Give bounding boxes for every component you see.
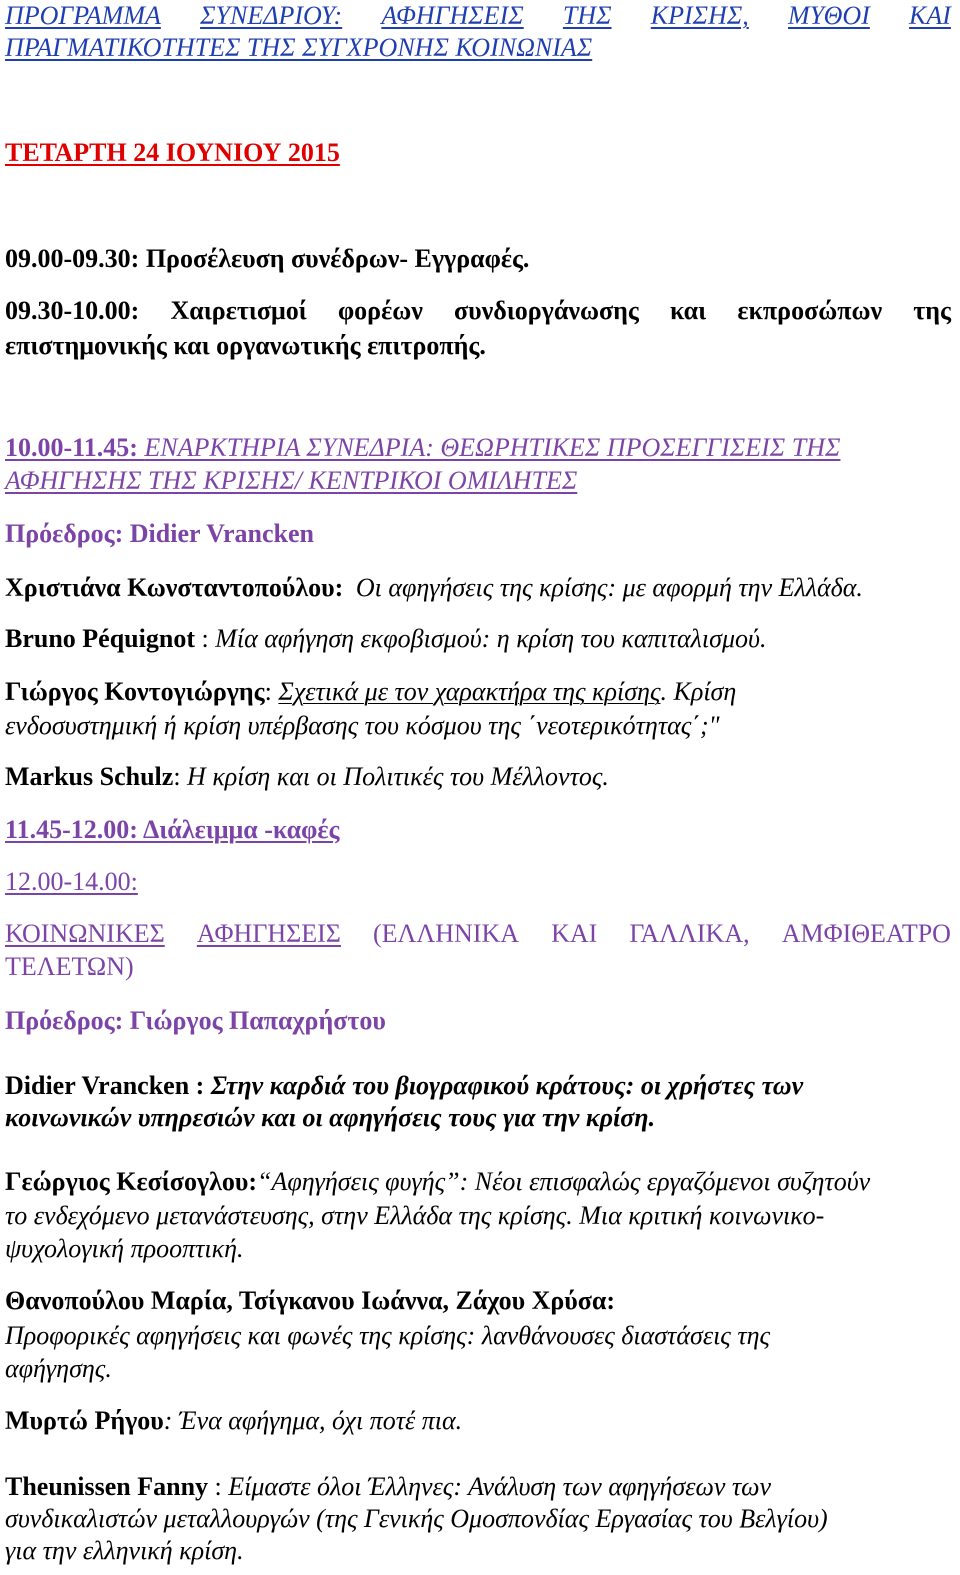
session1-talk-line2: ενδοσυστημική ή κρίση υπέρβασης του κόσμου της ΄νεοτερικότητας΄;" [5,711,720,740]
talk-speaker: Didier Vrancken : [5,1071,211,1100]
talk-speaker: Γιώργος Κοντογιώργης [5,677,265,706]
talk-title: Σχετικά με τον χαρακτήρα της κρίσης [278,677,661,706]
title-word: ΜΥΘΟΙ [788,1,870,30]
session1-talk [5,623,766,655]
schedule-greetings-line2: επιστημονικής και οργανωτικής επιτροπής. [5,331,486,360]
session2-talk-line: για την ελληνική κρίση. [5,1536,244,1565]
talk-title: Είμαστε όλοι Έλληνες: Ανάλυση των αφηγήσεων των [228,1472,772,1501]
session2-chair: Πρόεδρος: Γιώργος Παπαχρήστου [5,1006,386,1035]
session2-heading-word: ΑΜΦΙΘΕΑΤΡΟ [781,919,951,948]
talk-speaker: Theunissen Fanny [5,1472,209,1501]
talk-title-rest: . Κρίση [660,677,737,706]
talk-speaker: Bruno Péquignot [5,624,195,653]
date-heading: ΤΕΤΑΡΤΗ 24 ΙΟΥΝΙΟΥ 2015 [5,138,340,167]
session2-heading-line1 [5,918,951,950]
schedule-greetings-line1 [5,295,951,327]
talk-separator: : [195,624,216,653]
schedule-arrival: 09.00-09.30: Προσέλευση συνέδρων- Εγγραφές. [5,244,530,273]
session2-talk [5,1166,870,1198]
session2-heading-word: ΓΑΛΛΙΚΑ, [629,919,750,948]
talk-speaker: Χριστιάνα Κωνσταντοπούλου: [5,573,344,602]
greetings-word: φορέων [337,296,423,325]
talk-separator: : [208,1472,229,1501]
session1-talk [5,761,609,793]
session1-talk [5,572,863,604]
greetings-word: και [669,296,707,325]
session1-heading-line2: ΑΦΗΓΗΣΗΣ ΤΗΣ ΚΡΙΣΗΣ/ ΚΕΝΤΡΙΚΟΙ ΟΜΙΛΗΤΕΣ [5,466,578,495]
talk-speaker: Γεώργιος Κεσίσογλου: [5,1167,258,1196]
session2-talk-speakers: Θανοπούλου Μαρία, Τσίγκανου Ιωάννα, Ζάχου Χρύσα: [5,1286,616,1315]
greetings-word: της [913,296,951,325]
greetings-word: συνδιοργάνωσης [453,296,639,325]
session2-heading-word: (ΕΛΛΗΝΙΚΑ [373,919,520,948]
title-word: ΠΡΟΓΡΑΜΜΑ [5,1,161,30]
greetings-word: εκπροσώπων [737,296,883,325]
talk-title: : Ένα αφήγημα, όχι ποτέ πια. [163,1406,463,1435]
greetings-word: 09.30-10.00: [5,296,140,325]
session1-talk [5,676,736,708]
title-word: ΤΗΣ [562,1,612,30]
session2-talk-line: το ενδεχόμενο μετανάστευσης, στην Ελλάδα της κρίσης. Μια κριτική κοινωνικο- [5,1201,825,1230]
talk-title: Στην καρδιά του βιογραφικού κράτους: οι χρήστες των [210,1071,804,1100]
title-word: ΚΡΙΣΗΣ, [650,1,749,30]
title-word: ΚΑΙ [909,1,951,30]
session2-talk [5,1070,803,1102]
talk-title: “Αφηγήσεις φυγής”: Νέοι επισφαλώς εργαζόμενοι συζητούν [257,1167,871,1196]
talk-speaker: Markus Schulz [5,762,174,791]
talk-title: Η κρίση και οι Πολιτικές του Μέλλοντος. [187,762,609,791]
session2-talk-line: αφήγησης. [5,1354,112,1383]
session2-time: 12.00-14.00: [5,867,138,896]
session2-heading-word: ΚΟΙΝΩΝΙΚΕΣ [5,919,165,948]
session2-talk [5,1471,771,1503]
session1-heading-line1 [5,432,840,464]
session2-talk-line: κοινωνικών υπηρεσιών και οι αφηγήσεις τους για την κρίση. [5,1103,656,1132]
talk-title: Οι αφηγήσεις της κρίσης: με αφορμή την Ελλάδα. [355,573,863,602]
session2-talk [5,1405,462,1437]
session2-heading-word: ΚΑΙ [551,919,598,948]
session2-talk-line: συνδικαλιστών μεταλλουργών (της Γενικής Ομοσπονδίας Εργασίας του Βελγίου) [5,1504,828,1533]
conference-title-line1 [5,0,951,32]
session2-talk-line: Προφορικές αφηγήσεις και φωνές της κρίσης: λανθάνουσες διαστάσεις της [5,1321,771,1350]
session1-chair: Πρόεδρος: Didier Vrancken [5,519,314,548]
talk-speaker: Μυρτώ Ρήγου [5,1406,164,1435]
session2-heading-word: ΑΦΗΓΗΣΕΙΣ [196,919,341,948]
talk-separator: : [264,677,279,706]
session2-talk-line: ψυχολογική προοπτική. [5,1234,244,1263]
talk-separator: : [173,762,188,791]
session1-title: ΕΝΑΡΚΤΗΡΙΑ ΣΥΝΕΔΡΙΑ: ΘΕΩΡΗΤΙΚΕΣ ΠΡΟΣΕΓΓΙΣΕΙΣ ΤΗΣ [144,433,841,462]
greetings-word: Χαιρετισμοί [170,296,307,325]
session1-time: 10.00-11.45: [5,433,145,462]
session2-heading-line2: ΤΕΛΕΤΩΝ) [5,952,134,981]
talk-title: Μία αφήγηση εκφοβισμού: η κρίση του καπιταλισμού. [215,624,767,653]
title-word: ΑΦΗΓΗΣΕΙΣ [381,1,524,30]
conference-title-line2: ΠΡΑΓΜΑΤΙΚΟΤΗΤΕΣ ΤΗΣ ΣΥΓΧΡΟΝΗΣ ΚΟΙΝΩΝΙΑΣ [5,33,593,62]
title-word: ΣΥΝΕΔΡΙΟΥ: [200,1,343,30]
break-slot: 11.45-12.00: Διάλειμμα -καφές [5,815,340,844]
